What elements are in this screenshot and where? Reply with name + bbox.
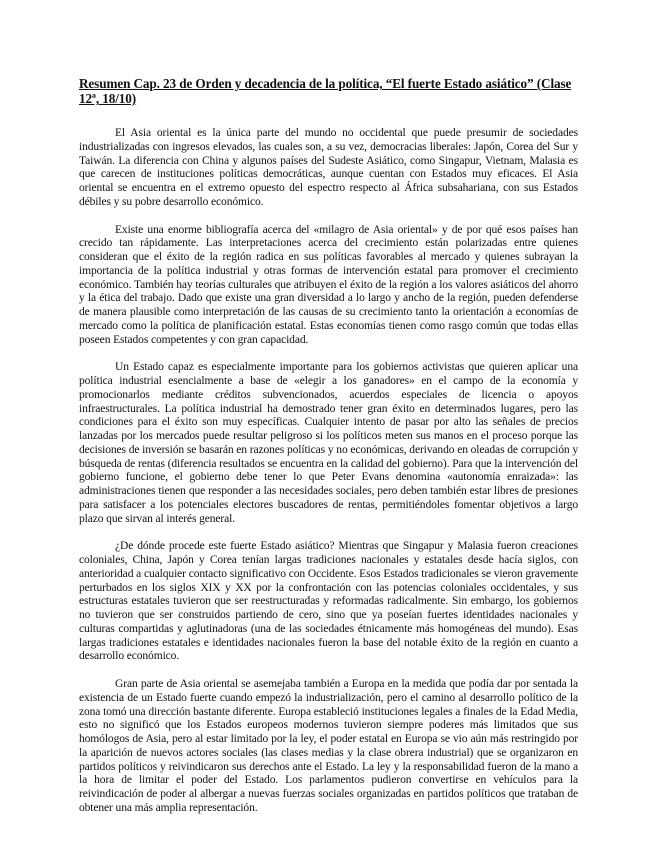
document-title: Resumen Cap. 23 de Orden y decadencia de la política, “El fuerte Estado asiático” (Clase 12ª, 18/10) [79, 76, 572, 106]
paragraph-2: Existe una enorme bibliografía acerca del «milagro de Asia oriental» y de por qué esos países han crecido tan rápidamente. Las interpretaciones acerca del crecimiento están polarizadas entre quienes consideran que el éxito de la región radica en sus políticas favorables al mercado y quienes subrayan la importancia de la política industrial y otras formas de intervención estatal para promover el crecimiento económico. También hay teorías culturales que atribuyen el éxito de la región a los valores asiáticos del ahorro y la ética del trabajo. Dado que existe una gran diversidad a lo largo y ancho de la región, pueden defenderse de manera plausible como interpretación de las causas de su crecimiento tanto la orientación a economías de mercado como la política de planificación estatal. Estas economías tienen como rasgo común que todas ellas poseen Estados competentes y con gran capacidad. [79, 223, 578, 346]
document-page [79, 76, 578, 830]
paragraph-1: El Asia oriental es la única parte del mundo no occidental que puede presumir de sociedades industrializadas con ingresos elevados, las cuales son, a su vez, democracias liberales: Japón, Corea del Sur y Taiwán. La diferencia con China y algunos países del Sudeste Asiático, como Singapur, Vietnam, Malasia es que carecen de instituciones políticas democráticas, aunque cuentan con Estados muy eficaces. El Asia oriental se encuentra en el extremo opuesto del espectro respecto al África subsahariana, con sus Estados débiles y su pobre desarrollo económico. [79, 127, 578, 208]
paragraph-4: ¿De dónde procede este fuerte Estado asiático? Mientras que Singapur y Malasia fueron creaciones coloniales, China, Japón y Corea tenían largas tradiciones nacionales y estatales desde hacía siglos, con anterioridad a cualquier contacto significativo con Occidente. Esos Estados tradicionales se vieron gravemente perturbados en los siglos XIX y XX por la confrontación con las potencias coloniales occidentales, y sus estructuras estatales tuvieron que ser reestructuradas y reformadas radicalmente. Sin embargo, los gobiernos no tuvieron que ser construidos partiendo de cero, sino que ya poseían fuertes identidades nacionales y culturas compartidas y aglutinadoras (una de las sociedades étnicamente más homogéneas del mundo). Esas largas tradiciones estatales e identidades nacionales fueron la base del notable éxito de la región en cuanto a desarrollo económico. [79, 540, 578, 663]
paragraph-5: Gran parte de Asia oriental se asemejaba también a Europa en la medida que podía dar por sentada la existencia de un Estado fuerte cuando empezó la industrialización, pero el camino al desarrollo político de la zona tomó una dirección bastante diferente. Europa estableció instituciones legales a finales de la Edad Media, esto no significó que los Estados europeos modernos tuvieron siempre poderes más limitados que sus homólogos de Asia, pero al estar limitado por la ley, el poder estatal en Europa se vio aún más restringido por la aparición de nuevos actores sociales (las clases medias y la clase obrera industrial) que se organizaron en partidos políticos y reivindicaron sus derechos ante el Estado. La ley y la responsabilidad fueron de la mano a la hora de limitar el poder del Estado. Los parlamentos pudieron convertirse en vehículos para la reivindicación de poder al albergar a nuevas fuerzas sociales organizadas en partidos políticos que trataban de obtener una más amplia representación. [79, 678, 578, 814]
paragraph-3: Un Estado capaz es especialmente importante para los gobiernos activistas que quieren aplicar una política industrial esencialmente a base de «elegir a los ganadores» en el campo de la economía y promocionarlos mediante créditos subvencionados, acuerdos especiales de licencia o apoyos infraestructurales. La política industrial ha demostrado tener gran éxito en determinados lugares, pero las condiciones para el éxito son muy específicas. Cualquier intento de pasar por alto las señales de precios lanzadas por los mercados puede resultar peligroso si los políticos meten sus manos en el proceso porque las decisiones de inversión se basarán en razones políticas y no económicas, derivando en oleadas de corrupción y búsqueda de rentas (diferencia resultados se encuentra en la calidad del gobierno). Para que la intervención del gobierno funcione, el gobierno debe tener lo que Peter Evans denomina «autonomía enraizada»: las administraciones tienen que responder a las necesidades sociales, pero deben también estar libres de presiones para satisfacer a los potenciales electores buscadores de rentas, permitiéndoles fomentar objetivos a largo plazo que sirvan al interés general. [79, 361, 578, 525]
